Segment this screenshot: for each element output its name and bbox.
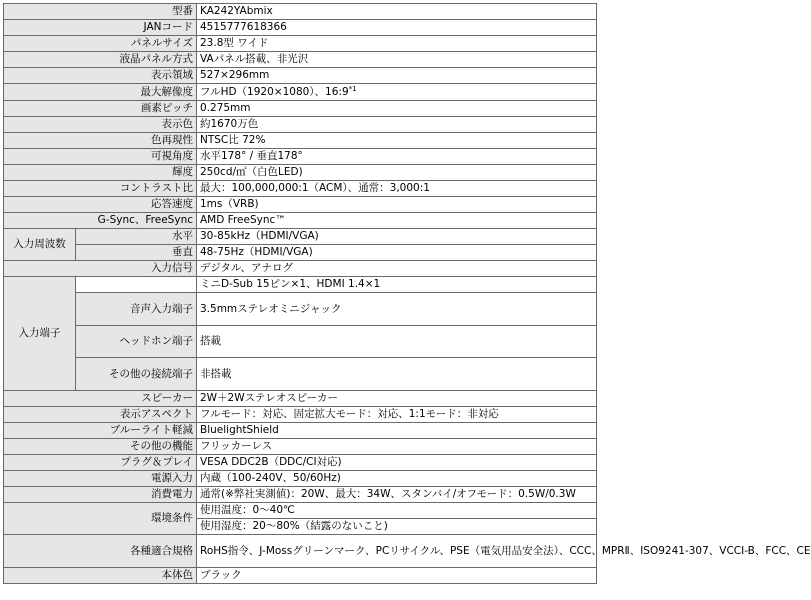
resolution-footnote-mark: *1 [348, 84, 357, 93]
value-headphone: 搭載 [197, 326, 597, 358]
label-audio-in: 音声入力端子 [76, 293, 197, 326]
label-headphone: ヘッドホン端子 [76, 326, 197, 358]
value-power-input: 内蔵（100-240V、50/60Hz) [197, 471, 597, 487]
row-terminal-audio-in [4, 293, 597, 326]
row-frequency-vertical [4, 245, 597, 261]
row-resolution [4, 84, 597, 101]
row-color-gamut [4, 133, 597, 149]
spec-table [3, 3, 811, 584]
value-standards: RoHS指令、J-Mossグリーンマーク、PCリサイクル、PSE（電気用品安全法）、CCC、MPRⅡ、ISO9241-307、VCCI-B、FCC、CE [197, 535, 597, 568]
row-frequency-horizontal [4, 229, 597, 245]
label-input-frequency: 入力周波数 [4, 229, 76, 261]
row-power-consumption [4, 487, 597, 503]
label-viewing-angle: 可視角度 [4, 149, 197, 165]
value-other-terminals: 非搭載 [197, 358, 597, 391]
row-panel-size [4, 36, 597, 52]
label-response-time: 応答速度 [4, 197, 197, 213]
row-input-signal [4, 261, 597, 277]
label-vertical: 垂直 [76, 245, 197, 261]
label-panel-type: 液晶パネル方式 [4, 52, 197, 68]
label-jan: JANコード [4, 20, 197, 36]
value-horizontal: 30-85kHz（HDMI/VGA) [197, 229, 597, 245]
value-display-area: 527×296mm [197, 68, 597, 84]
value-audio-in: 3.5mmステレオミニジャック [197, 293, 597, 326]
row-adaptive-sync [4, 213, 597, 229]
label-input-signal: 入力信号 [4, 261, 197, 277]
label-terminal-video-empty [76, 277, 197, 293]
value-adaptive-sync: AMD FreeSync™ [197, 213, 597, 229]
value-viewing-angle: 水平178° / 垂直178° [197, 149, 597, 165]
label-panel-size: パネルサイズ [4, 36, 197, 52]
label-color-gamut: 色再現性 [4, 133, 197, 149]
value-pixel-pitch: 0.275mm [197, 101, 597, 117]
label-adaptive-sync: G-Sync、FreeSync [4, 213, 197, 229]
row-colors [4, 117, 597, 133]
row-body-color [4, 568, 597, 584]
row-terminal-video [4, 277, 597, 293]
value-resolution: フルHD（1920×1080）、16:9 [200, 85, 349, 98]
value-input-signal: デジタル、アナログ [197, 261, 597, 277]
value-speaker: 2W＋2Wステレオスピーカー [197, 391, 597, 407]
label-horizontal: 水平 [76, 229, 197, 245]
label-bluelight: ブルーライト軽減 [4, 423, 197, 439]
spec-sheet [3, 3, 811, 584]
row-response-time [4, 197, 597, 213]
label-brightness: 輝度 [4, 165, 197, 181]
value-resolution-cell [197, 84, 597, 101]
label-model: 型番 [4, 4, 197, 20]
value-plug-and-play: VESA DDC2B（DDC/CI対応) [197, 455, 597, 471]
value-jan: 4515777618366 [197, 20, 597, 36]
value-colors: 約1670万色 [197, 117, 597, 133]
label-power-consumption: 消費電力 [4, 487, 197, 503]
row-panel-type [4, 52, 597, 68]
label-other-terminals: その他の接続端子 [76, 358, 197, 391]
row-pixel-pitch [4, 101, 597, 117]
row-speaker [4, 391, 597, 407]
label-environment: 環境条件 [4, 503, 197, 535]
row-contrast [4, 181, 597, 197]
row-standards [4, 535, 597, 568]
label-power-input: 電源入力 [4, 471, 197, 487]
value-body-color: ブラック [197, 568, 597, 584]
label-display-area: 表示領域 [4, 68, 197, 84]
value-power-consumption: 通常(※弊社実測値)：20W、最大：34W、スタンバイ/オフモード：0.5W/0.3W [197, 487, 597, 503]
row-environment-temp [4, 503, 597, 519]
label-body-color: 本体色 [4, 568, 197, 584]
value-bluelight: BluelightShield [197, 423, 597, 439]
label-colors: 表示色 [4, 117, 197, 133]
row-viewing-angle [4, 149, 597, 165]
value-model: KA242YAbmix [197, 4, 597, 20]
value-other-features: フリッカーレス [197, 439, 597, 455]
label-other-features: その他の機能 [4, 439, 197, 455]
label-pixel-pitch: 画素ピッチ [4, 101, 197, 117]
value-response-time: 1ms（VRB) [197, 197, 597, 213]
value-contrast: 最大：100,000,000:1（ACM）、通常：3,000:1 [197, 181, 597, 197]
value-environment-temp: 使用温度：0～40℃ [197, 503, 597, 519]
row-plug-and-play [4, 455, 597, 471]
value-vertical: 48-75Hz（HDMI/VGA) [197, 245, 597, 261]
label-plug-and-play: プラグ＆プレイ [4, 455, 197, 471]
label-input-terminals: 入力端子 [4, 277, 76, 391]
value-color-gamut: NTSC比 72% [197, 133, 597, 149]
label-resolution: 最大解像度 [4, 84, 197, 101]
row-model [4, 4, 597, 20]
row-bluelight [4, 423, 597, 439]
value-brightness: 250cd/㎡（白色LED) [197, 165, 597, 181]
label-contrast: コントラスト比 [4, 181, 197, 197]
row-power-input [4, 471, 597, 487]
value-panel-size: 23.8型 ワイド [197, 36, 597, 52]
value-panel-type: VAパネル搭載、非光沢 [197, 52, 597, 68]
label-standards: 各種適合規格 [4, 535, 197, 568]
row-jan [4, 20, 597, 36]
row-aspect [4, 407, 597, 423]
label-aspect: 表示アスペクト [4, 407, 197, 423]
row-terminal-other [4, 358, 597, 391]
row-brightness [4, 165, 597, 181]
value-terminal-video: ミニD-Sub 15ピン×1、HDMI 1.4×1 [197, 277, 597, 293]
row-other-features [4, 439, 597, 455]
row-display-area [4, 68, 597, 84]
row-terminal-headphone [4, 326, 597, 358]
value-aspect: フルモード：対応、固定拡大モード：対応、1:1モード：非対応 [197, 407, 597, 423]
value-environment-humidity: 使用湿度：20～80%（結露のないこと) [197, 519, 597, 535]
label-speaker: スピーカー [4, 391, 197, 407]
